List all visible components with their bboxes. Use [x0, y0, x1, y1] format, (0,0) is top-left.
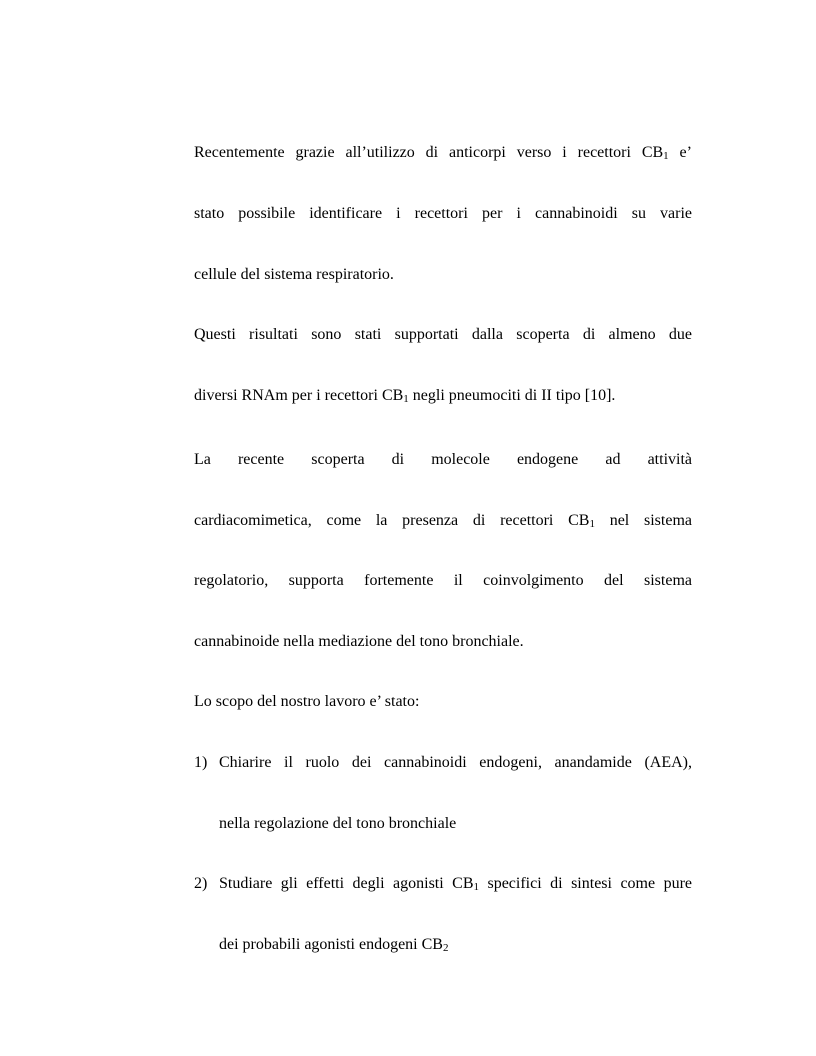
list-item-1-line1: Chiarire il ruolo dei cannabinoidi endogeni, anandamide (AEA), [219, 754, 692, 771]
para3-line3: regolatorio, supporta fortemente il coinvolgimento del sistema [194, 572, 692, 589]
list-number: 2) [194, 875, 208, 892]
para2-line1: Questi risultati sono stati supportati dalla scoperta di almeno due [194, 326, 692, 343]
text-run: dei probabili agonisti endogeni CB [219, 936, 443, 953]
text-run: specifici di sintesi come pure [479, 875, 692, 892]
text-run: nel sistema [594, 512, 692, 529]
para2-line2 [194, 386, 692, 406]
para1-line1 [194, 143, 692, 163]
text-run: cardiacomimetica, come la presenza di recettori CB [194, 512, 590, 529]
text-run: diversi RNAm per i recettori CB [194, 387, 404, 404]
para3-line4: cannabinoide nella mediazione del tono bronchiale. [194, 633, 524, 650]
list-number: 1) [194, 754, 208, 771]
text-run: negli pneumociti di II tipo [10]. [408, 387, 616, 404]
list-item-2-line1 [219, 874, 692, 894]
text-run: e’ [668, 144, 692, 161]
subscript: 1 [589, 518, 595, 530]
list-item-2-line2 [219, 935, 692, 955]
para4-line1: Lo scopo del nostro lavoro e’ stato: [194, 693, 420, 710]
para1-line3: cellule del sistema respiratorio. [194, 266, 394, 283]
text-run: Recentemente grazie all’utilizzo di anticorpi verso i recettori CB [194, 144, 664, 161]
para1-line2: stato possibile identificare i recettori per i cannabinoidi su varie [194, 205, 692, 222]
text-run: Studiare gli effetti degli agonisti CB [219, 875, 474, 892]
para3-line2 [194, 511, 692, 531]
list-item-1-line2: nella regolazione del tono bronchiale [219, 815, 457, 832]
subscript: 1 [663, 150, 669, 162]
para3-line1: La recente scoperta di molecole endogene ad attività [194, 451, 692, 468]
list-item-2 [194, 874, 692, 894]
subscript: 1 [473, 881, 479, 893]
list-item-1 [194, 753, 692, 773]
subscript: 1 [403, 393, 409, 405]
subscript: 2 [442, 942, 449, 954]
